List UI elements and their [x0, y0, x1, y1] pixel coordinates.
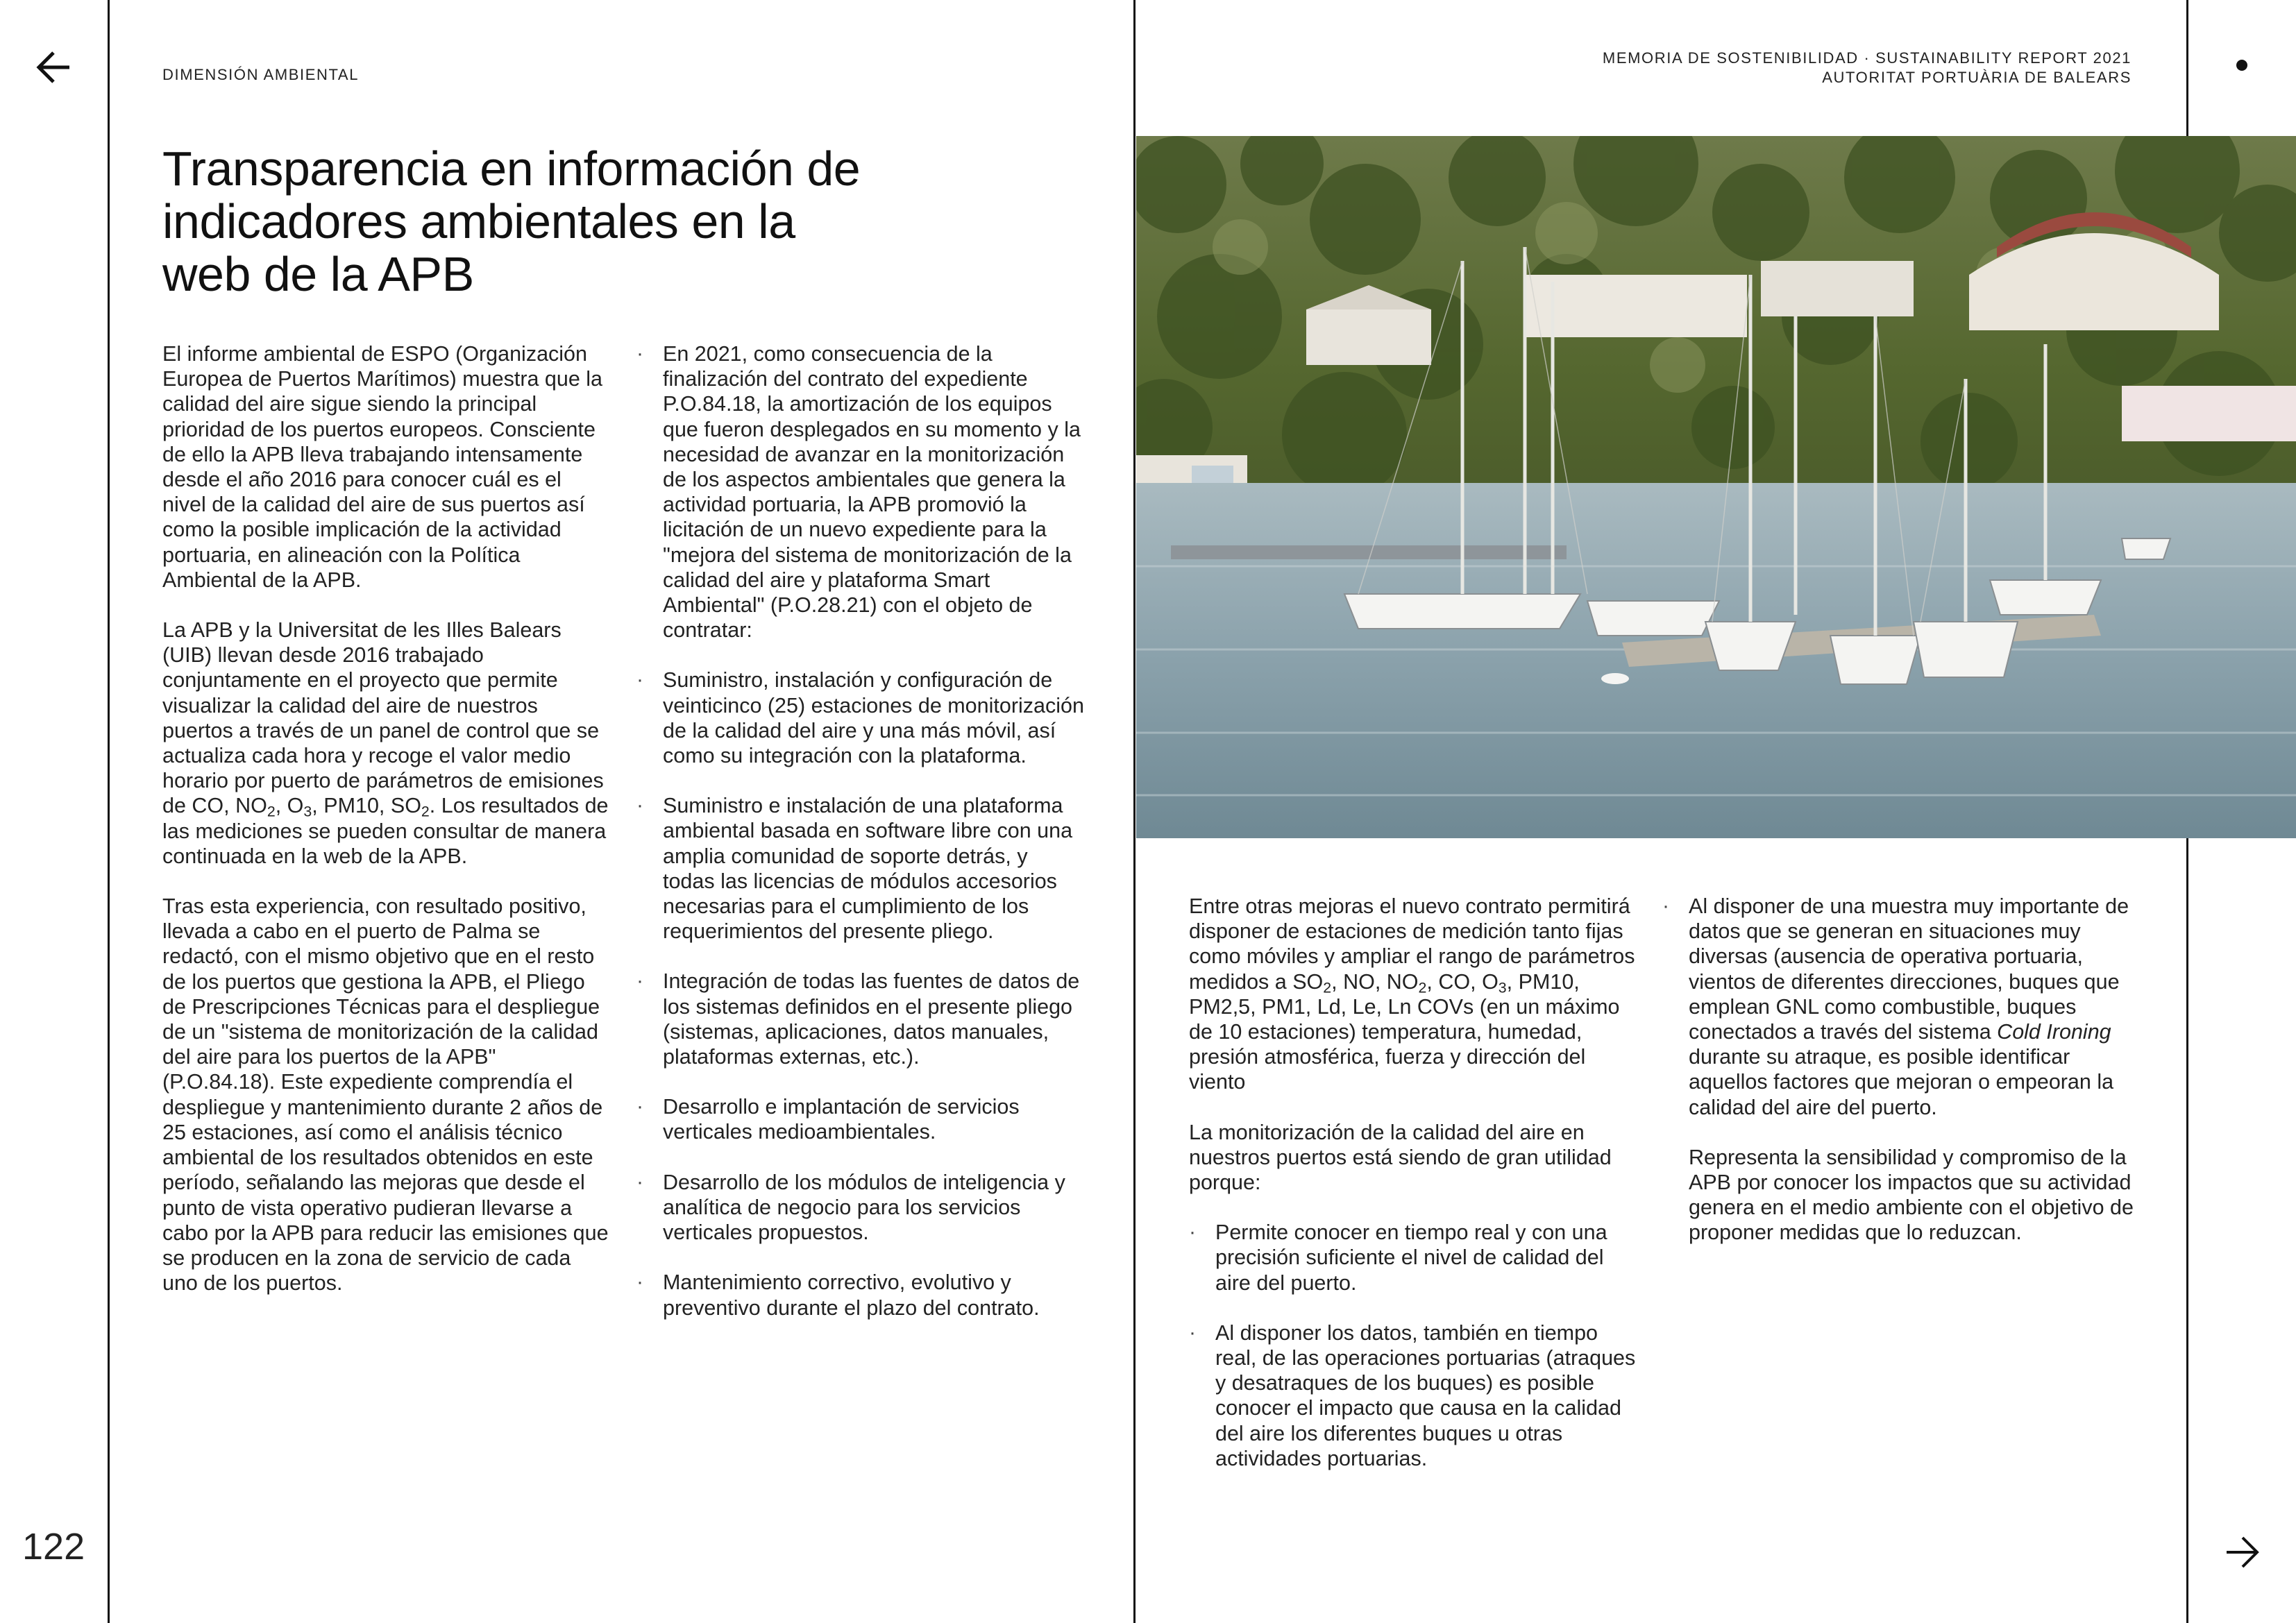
paragraph: Tras esta experiencia, con resultado positivo, llevada a cabo en el puerto de Palma se redactó, con el mismo objetivo que en el resto de los puertos que gestiona la APB, el Pliego de Prescripciones Técnicas para el despliegue de un "sistema de monitorización de la calidad del aire para los puertos de la APB" (P.O.84.18). Este expediente comprendía el despliegue y mantenimiento durante 2 años de 25 estaciones, así como el análisis técnico ambiental de los resultados obtenidos en este período, señalando las mejoras que desde el punto de vista operativo pudieran llevarse a cabo por la APB para reducir las emisiones que se producen en la zona de servicio de cada uno de los puertos.: [162, 894, 609, 1295]
arrow-left-icon[interactable]: [35, 49, 72, 86]
list-item: · Desarrollo e implantación de servicios verticales medioambientales.: [636, 1094, 1084, 1144]
section-label: DIMENSIÓN AMBIENTAL: [162, 66, 360, 83]
bullet-list: [1189, 1220, 1637, 1471]
paragraph: La monitorización de la calidad del aire en nuestros puertos está siendo de gran utilidad porque:: [1189, 1120, 1612, 1195]
list-item: · Mantenimiento correctivo, evolutivo y preventivo durante el plazo del contrato.: [636, 1270, 1084, 1320]
list-item: · Suministro, instalación y configuración de veinticinco (25) estaciones de monitorización de la calidad del aire y una más móvil, así como su integración con la plataforma.: [636, 668, 1084, 768]
bullet-list: [636, 341, 1084, 1320]
paragraph: Entre otras mejoras el nuevo contrato permitirá disponer de estaciones de medición tanto fijas como móviles y ampliar el rango de parámetros medidos a $SO_2$, NO, $NO_2$, CO, $O_3$, PM10, PM2,5, PM1, Ld, Le, Ln COVs (en un máximo de 10 estaciones) temperatura, humedad, presión atmosférica, fuerza y dirección del viento: [1189, 894, 1635, 1094]
paragraph: Representa la sensibilidad y compromiso de la APB por conocer los impactos que su actividad genera en el medio ambiente con el objetivo de proponer medidas que lo reduzcan.: [1689, 1145, 2134, 1245]
report-header: [1603, 49, 2132, 87]
list-item: · Permite conocer en tiempo real y con una precisión suficiente el nivel de calidad del aire del puerto.: [1189, 1220, 1637, 1295]
text-column-3: [1189, 894, 1637, 1496]
arrow-right-icon[interactable]: [2224, 1533, 2261, 1571]
report-organization: AUTORITAT PORTUÀRIA DE BALEARS: [1822, 69, 2132, 86]
list-item: · En 2021, como consecuencia de la finalización del contrato del expediente P.O.84.18, la amortización de los equipos que fueron desplegados en su momento y la necesidad de avanzar en la monitorización de los aspectos ambientales que genera la actividad portuaria, la APB promovió la licitación de un nuevo expediente para la "mejora del sistema de monitorización de la calidad del aire y plataforma Smart Ambiental" (P.O.28.21) con el objeto de contratar:: [636, 341, 1084, 643]
paragraph: El informe ambiental de ESPO (Organización Europea de Puertos Marítimos) muestra que la calidad del aire sigue siendo la principal prioridad de los puertos europeos. Consciente de ello la APB lleva trabajando intensamente desde el año 2016 para conocer cuál es el nivel de la calidad del aire de sus puertos así como la posible implicación de la actividad portuaria, en alineación con la Política Ambiental de la APB.: [162, 342, 603, 592]
bullet-list: [1662, 894, 2134, 1120]
report-title: MEMORIA DE SOSTENIBILIDAD · SUSTAINABILITY REPORT 2021: [1602, 49, 2132, 67]
text-column-1: [162, 341, 610, 1320]
list-item: · Integración de todas las fuentes de datos de los sistemas definidos en el presente pliego (sistemas, aplicaciones, datos manuales, plataformas externas, etc.).: [636, 969, 1084, 1069]
list-item: · Suministro e instalación de una plataforma ambiental basada en software libre con una amplia comunidad de soporte detrás, y todas las licencias de módulos accesorios necesarias para el cumplimiento de los requerimientos del presente pliego.: [636, 793, 1084, 944]
marina-photo: [1136, 136, 2296, 838]
page-number: 122: [22, 1526, 85, 1567]
list-item: · Al disponer de una muestra muy importante de datos que se generan en situaciones muy diversas (ausencia de operativa portuaria, vientos de diferentes direcciones, buques que emplean GNL como combustible, buques conectados a través del sistema Cold Ironing durante su atraque, es posible identificar aquellos factores que mejoran o empeoran la calidad del aire del puerto.: [1662, 894, 2134, 1120]
bullet-dot-icon: [2236, 60, 2247, 71]
spread-center-rule: [1133, 0, 1136, 1623]
paragraph: La APB y la Universitat de les Illes Balears (UIB) llevan desde 2016 trabajado conjuntamente en el proyecto que permite visualizar la calidad del aire de nuestros puertos a través de un panel de control que se actualiza cada hora y recoge el valor medio horario por puerto de parámetros de emisiones de CO, $NO_2$, $O_3$, PM10, $SO_2$. Los resultados de las mediciones se pueden consultar de manera continuada en la web de la APB.: [162, 618, 609, 868]
list-item: · Desarrollo de los módulos de inteligencia y analítica de negocio para los servicios verticales propuestos.: [636, 1170, 1084, 1246]
page-title: Transparencia en información de indicadores ambientales en la web de la APB: [162, 142, 861, 301]
left-margin-rule: [108, 0, 110, 1623]
list-item: · Al disponer los datos, también en tiempo real, de las operaciones portuarias (atraques y desatraques de los buques) es posible conocer el impacto que causa en la calidad del aire los diferentes buques u otras actividades portuarias.: [1189, 1320, 1637, 1471]
text-column-4: [1662, 894, 2134, 1271]
text-column-2: [636, 341, 1084, 1345]
